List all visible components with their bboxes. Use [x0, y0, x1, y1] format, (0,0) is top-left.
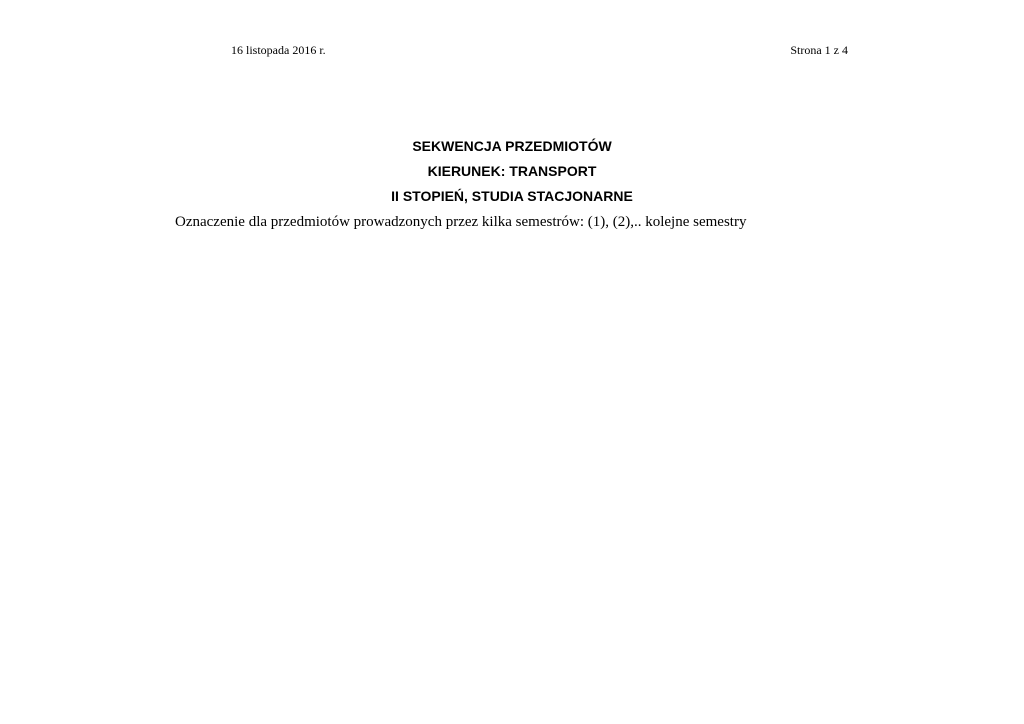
- header-page-number: Strona 1 z 4: [790, 43, 848, 57]
- degree-mode-heading: II STOPIEŃ, STUDIA STACJONARNE: [391, 188, 633, 204]
- semester-legend-note: Oznaczenie dla przedmiotów prowadzonych przez kilka semestrów: (1), (2),.. kolejne semestry: [175, 214, 747, 230]
- header-date: 16 listopada 2016 r.: [231, 43, 326, 57]
- document-title: SEKWENCJA PRZEDMIOTÓW: [412, 138, 612, 154]
- field-of-study-heading: KIERUNEK: TRANSPORT: [427, 163, 597, 179]
